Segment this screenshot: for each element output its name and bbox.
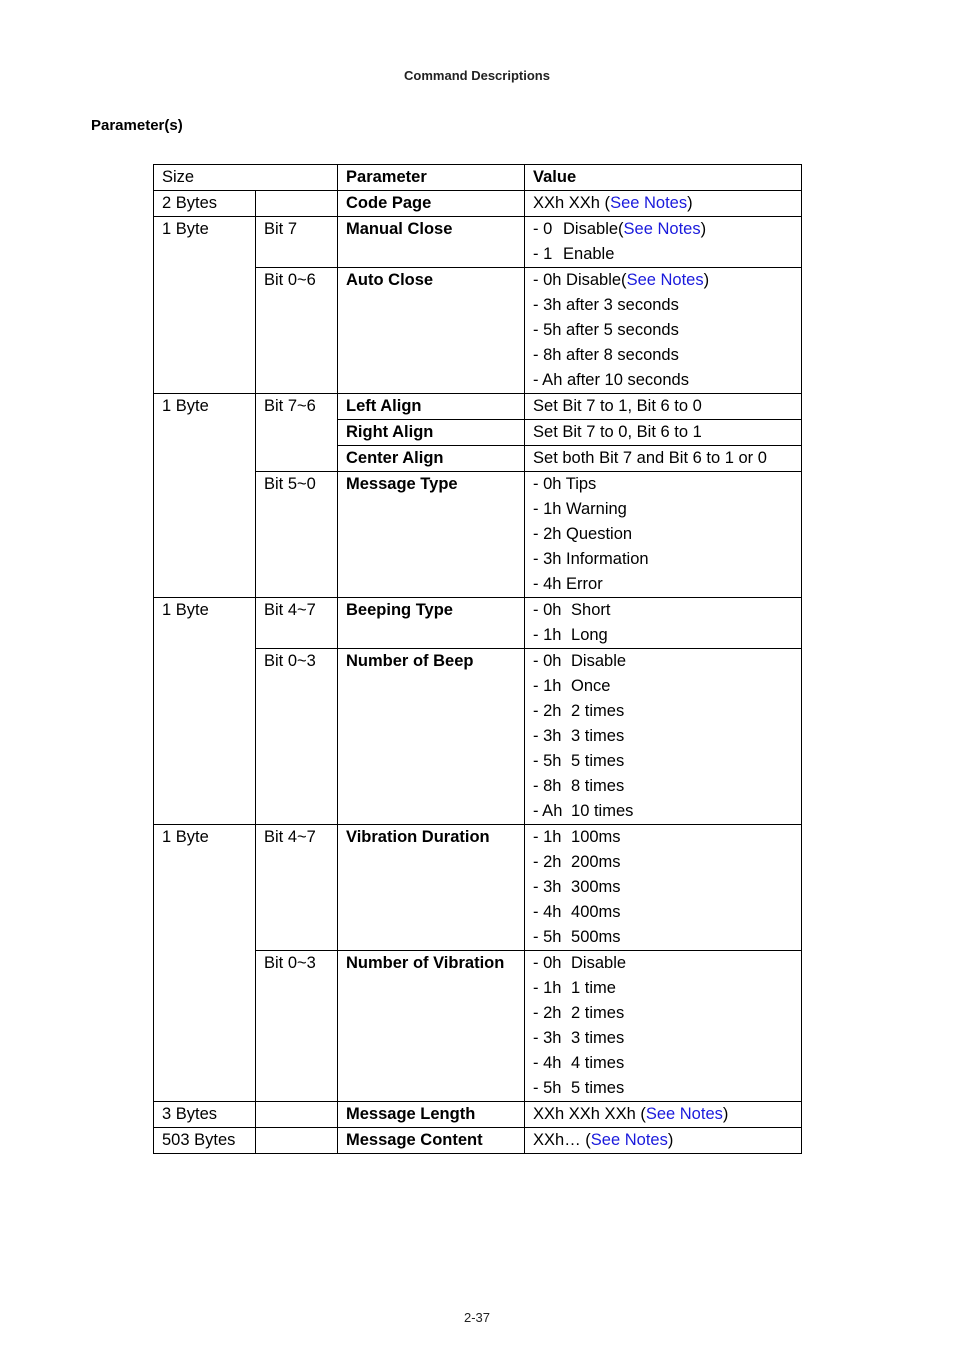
param-cell: Left Align <box>338 394 525 420</box>
value-line: - 5h after 5 seconds <box>533 321 679 339</box>
value-line: - 5h 5 times <box>533 752 625 770</box>
page-header: Command Descriptions <box>404 68 550 83</box>
value-cell: Set Bit 7 to 1, Bit 6 to 0 <box>525 394 802 420</box>
bits-cell: Bit 7~6 <box>256 394 338 472</box>
size-cell: 3 Bytes <box>154 1102 256 1128</box>
value-line: - 0h Disable(See Notes) <box>533 271 710 289</box>
bits-cell: Bit 5~0 <box>256 472 338 598</box>
value-line: - 3h Information <box>533 550 649 568</box>
value-line: - 4h 4 times <box>533 1054 625 1072</box>
value-line: - 1h Once <box>533 677 611 695</box>
value-line: - 1h 1 time <box>533 979 616 997</box>
value-cell <box>525 598 802 649</box>
size-cell: 1 Byte <box>154 217 256 394</box>
value-cell <box>525 268 802 394</box>
value-line: - Ah 10 times <box>533 802 634 820</box>
value-line: - 3h after 3 seconds <box>533 296 679 314</box>
value-cell: XXh XXh (See Notes) <box>525 191 802 217</box>
value-line: - 2h Question <box>533 525 633 543</box>
table-header-row <box>154 165 802 191</box>
param-cell: Message Type <box>338 472 525 598</box>
see-notes-link[interactable]: See Notes <box>626 271 704 289</box>
bits-cell <box>256 1102 338 1128</box>
param-cell: Message Content <box>338 1128 525 1154</box>
see-notes-link[interactable]: See Notes <box>590 1131 668 1149</box>
value-line: - 1h Warning <box>533 500 627 518</box>
param-cell: Number of Beep <box>338 649 525 825</box>
param-cell: Code Page <box>338 191 525 217</box>
header-size: Size <box>154 165 338 191</box>
value-cell <box>525 217 802 268</box>
value-cell <box>525 649 802 825</box>
param-cell: Auto Close <box>338 268 525 394</box>
value-line: - 1h Long <box>533 626 608 644</box>
value-cell: Set Bit 7 to 0, Bit 6 to 1 <box>525 420 802 446</box>
size-cell: 1 Byte <box>154 598 256 825</box>
header-value: Value <box>525 165 802 191</box>
see-notes-link[interactable]: See Notes <box>623 220 701 238</box>
see-notes-link[interactable]: See Notes <box>645 1105 723 1123</box>
section-title: Parameter(s) <box>91 117 183 134</box>
bits-cell: Bit 7 <box>256 217 338 268</box>
value-line: - 5h 500ms <box>533 928 621 946</box>
table-row <box>154 825 802 951</box>
table-row <box>154 394 802 420</box>
table-row <box>154 598 802 649</box>
bits-cell: Bit 4~7 <box>256 825 338 951</box>
value-line: - 0h Short <box>533 601 611 619</box>
value-cell: XXh… (See Notes) <box>525 1128 802 1154</box>
value-cell <box>525 825 802 951</box>
bits-cell <box>256 191 338 217</box>
header-parameter: Parameter <box>338 165 525 191</box>
value-line: - 0h Disable <box>533 954 627 972</box>
param-cell: Message Length <box>338 1102 525 1128</box>
see-notes-link[interactable]: See Notes <box>610 194 688 212</box>
value-cell <box>525 472 802 598</box>
value-line: - 1 Enable <box>533 245 615 263</box>
param-cell: Vibration Duration <box>338 825 525 951</box>
bits-cell: Bit 4~7 <box>256 598 338 649</box>
size-cell: 1 Byte <box>154 394 256 598</box>
size-cell: 2 Bytes <box>154 191 256 217</box>
bits-cell: Bit 0~6 <box>256 268 338 394</box>
param-cell: Manual Close <box>338 217 525 268</box>
table-row <box>154 1102 802 1128</box>
value-line: - 2h 200ms <box>533 853 621 871</box>
value-line: - 8h 8 times <box>533 777 625 795</box>
value-line: - Ah after 10 seconds <box>533 371 689 389</box>
value-line: - 3h 300ms <box>533 878 621 896</box>
value-line: - 3h 3 times <box>533 727 625 745</box>
value-line: - 2h 2 times <box>533 1004 625 1022</box>
table-row <box>154 191 802 217</box>
size-cell: 503 Bytes <box>154 1128 256 1154</box>
table-row <box>154 1128 802 1154</box>
value-line: - 4h 400ms <box>533 903 621 921</box>
bits-cell <box>256 1128 338 1154</box>
bits-cell: Bit 0~3 <box>256 649 338 825</box>
table-row <box>154 217 802 268</box>
value-line: - 0h Disable <box>533 652 627 670</box>
value-cell: XXh XXh XXh (See Notes) <box>525 1102 802 1128</box>
value-line: - 8h after 8 seconds <box>533 346 679 364</box>
value-cell <box>525 951 802 1102</box>
value-line: - 5h 5 times <box>533 1079 625 1097</box>
size-cell: 1 Byte <box>154 825 256 1102</box>
param-cell: Beeping Type <box>338 598 525 649</box>
bits-cell: Bit 0~3 <box>256 951 338 1102</box>
parameters-table <box>153 164 802 1154</box>
value-line: - 3h 3 times <box>533 1029 625 1047</box>
value-line: - 1h 100ms <box>533 828 621 846</box>
param-cell: Number of Vibration <box>338 951 525 1102</box>
param-cell: Right Align <box>338 420 525 446</box>
value-line: - 2h 2 times <box>533 702 625 720</box>
page-number: 2-37 <box>463 1310 491 1325</box>
value-line: - 0 Disable(See Notes) <box>533 220 707 238</box>
value-line: - 4h Error <box>533 575 603 593</box>
value-cell: Set both Bit 7 and Bit 6 to 1 or 0 <box>525 446 802 472</box>
param-cell: Center Align <box>338 446 525 472</box>
value-line: - 0h Tips <box>533 475 597 493</box>
